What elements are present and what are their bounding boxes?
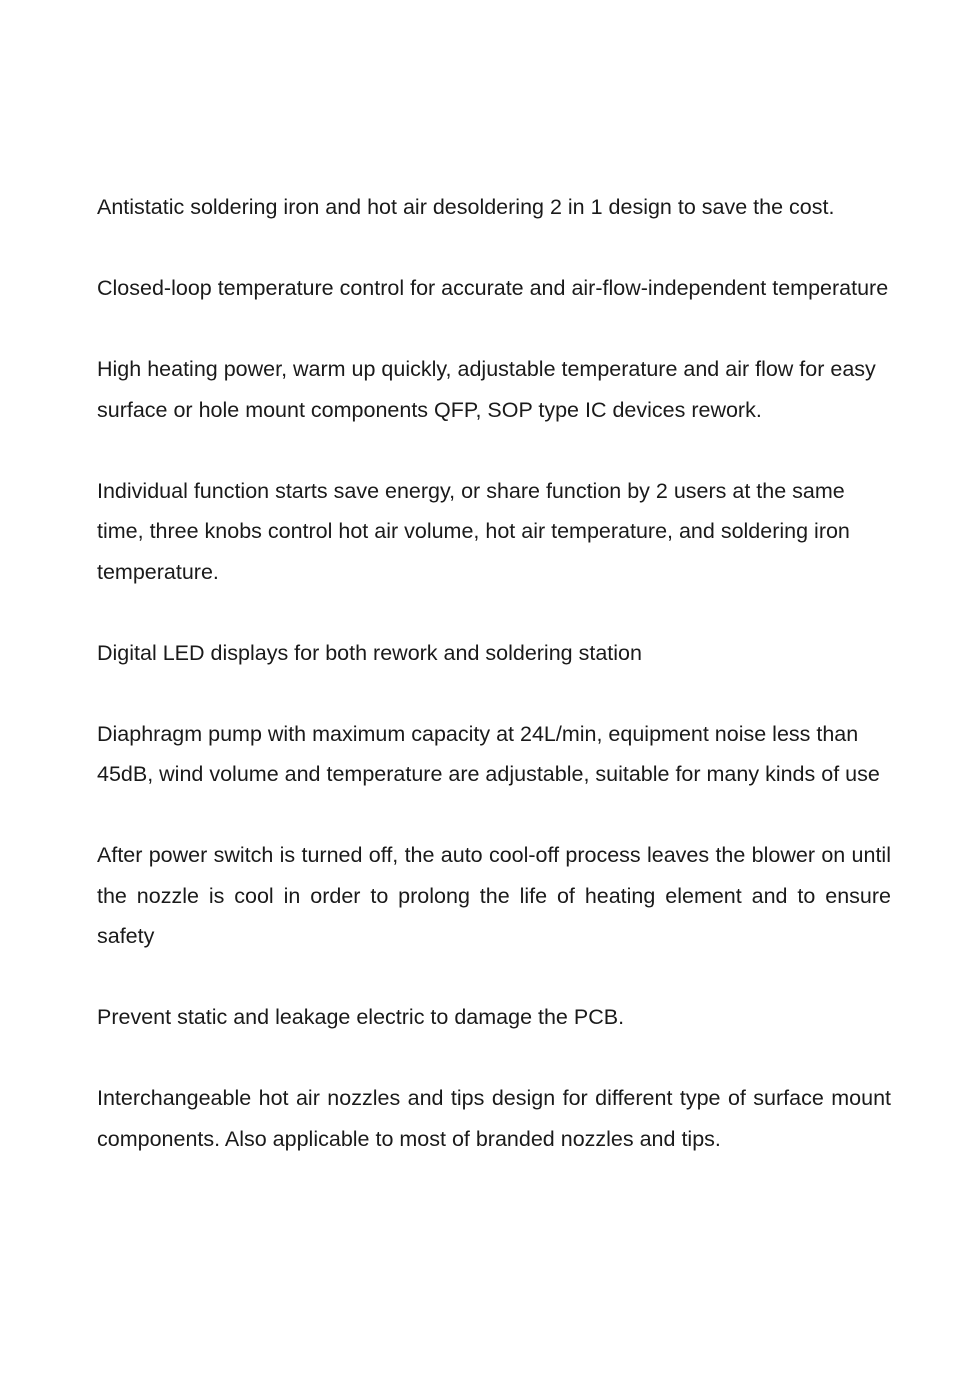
paragraph-led-displays: Digital LED displays for both rework and soldering station [97, 640, 642, 665]
paragraph-prevent-static: Prevent static and leakage electric to damage the PCB. [97, 1005, 625, 1029]
paragraph-interchangeable-nozzles: Interchangeable hot air nozzles and tips design for different type of surface mount components. Also applicable to most of branded nozzles and tips. [97, 1086, 891, 1151]
paragraph-auto-cool-off: After power switch is turned off, the auto cool-off process leaves the blower on until the nozzle is cool in order to prolong the life of heating element and to ensure safety [97, 843, 891, 948]
paragraph-diaphragm-pump: Diaphragm pump with maximum capacity at 24L/min, equipment noise less than 45dB, wind volume and temperature are adjustable, suitable for many kinds of use [97, 721, 880, 786]
feature-list [97, 187, 891, 1200]
paragraph-closed-loop: Closed-loop temperature control for accurate and air-flow-independent temperature [97, 276, 889, 300]
paragraph-individual-function: Individual function starts save energy, or share function by 2 users at the same time, three knobs control hot air volume, hot air temperature, and soldering iron temperature. [97, 478, 850, 584]
paragraph-heating-power: High heating power, warm up quickly, adjustable temperature and air flow for easy surface or hole mount components QFP, SOP type IC devices rework. [97, 357, 876, 422]
paragraph-antistatic: Antistatic soldering iron and hot air desoldering 2 in 1 design to save the cost. [97, 195, 835, 219]
